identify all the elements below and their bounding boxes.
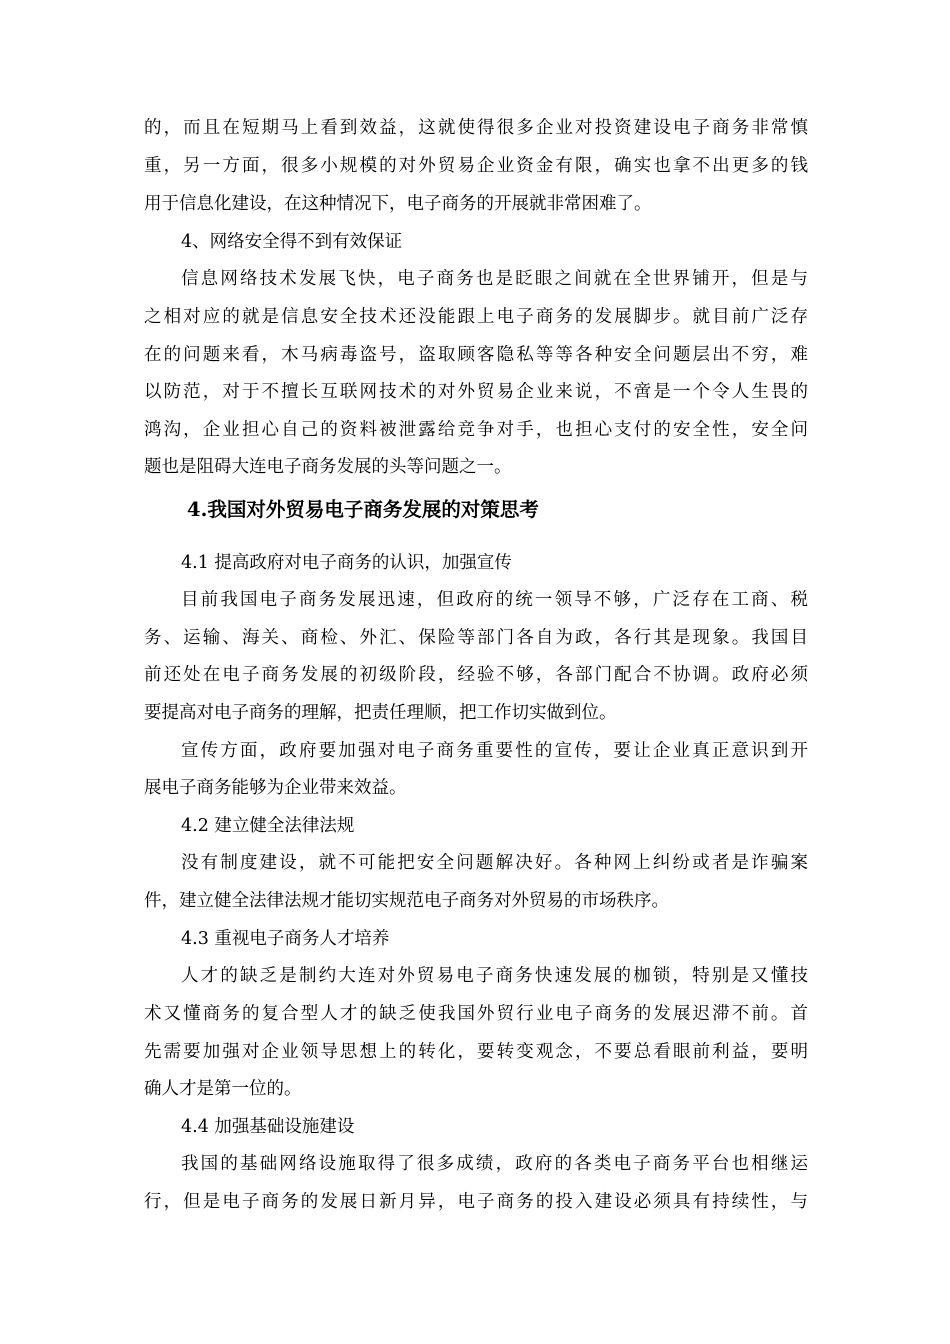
paragraph-line: 确人才是第一位的。	[144, 1079, 302, 1099]
paragraph-line: 先需要加强对企业领导思想上的转化，要转变观念，不要总看眼前利益，要明	[144, 1042, 808, 1062]
paragraph-line: 我国的基础网络设施取得了很多成绩，政府的各类电子商务平台也相继运	[181, 1154, 808, 1174]
subsection-heading: 4.3 重视电子商务人才培养	[181, 929, 390, 949]
paragraph-line: 术又懂商务的复合型人才的缺乏使我国外贸行业电子商务的发展迟滞不前。首	[144, 1004, 808, 1024]
paragraph-line: 以防范，对于不擅长互联网技术的对外贸易企业来说，不啻是一个令人生畏的	[144, 382, 808, 402]
paragraph-line: 用于信息化建设，在这种情况下，电子商务的开展就非常困难了。	[144, 194, 652, 214]
paragraph-line: 重，另一方面，很多小规模的对外贸易企业资金有限，确实也拿不出更多的钱	[144, 156, 808, 176]
section-heading: 4.我国对外贸易电子商务发展的对策思考	[187, 498, 539, 521]
paragraph-line: 没有制度建设，就不可能把安全问题解决好。各种网上纠纷或者是诈骗案	[181, 853, 808, 873]
paragraph-line: 人才的缺乏是制约大连对外贸易电子商务快速发展的枷锁，特别是又懂技	[181, 966, 808, 986]
paragraph-line: 题也是阻碍大连电子商务发展的头等问题之一。	[144, 457, 512, 477]
subsection-heading: 4.2 建立健全法律法规	[181, 816, 355, 836]
subsection-heading: 4.4 加强基础设施建设	[181, 1117, 355, 1137]
paragraph-line: 件，建立健全法律法规才能切实规范电子商务对外贸易的市场秩序。	[144, 891, 669, 911]
paragraph-line: 宣传方面，政府要加强对电子商务重要性的宣传，要让企业真正意识到开	[181, 741, 808, 761]
paragraph-line: 鸿沟，企业担心自己的资料被泄露给竞争对手，也担心支付的安全性，安全问	[144, 420, 808, 440]
paragraph-line: 展电子商务能够为企业带来效益。	[144, 778, 407, 798]
subsection-heading: 4.1 提高政府对电子商务的认识，加强宣传	[181, 553, 512, 573]
paragraph-line: 的，而且在短期马上看到效益，这就使得很多企业对投资建设电子商务非常慎	[144, 118, 808, 138]
subsection-heading: 4、网络安全得不到有效保证	[181, 232, 403, 252]
paragraph-line: 目前我国电子商务发展迅速，但政府的统一领导不够，广泛存在工商、税	[181, 590, 808, 610]
paragraph-line: 要提高对电子商务的理解，把责任理顺，把工作切实做到位。	[144, 703, 617, 723]
paragraph-line: 前还处在电子商务发展的初级阶段，经验不够，各部门配合不协调。政府必须	[144, 665, 808, 685]
paragraph-line: 信息网络技术发展飞快，电子商务也是眨眼之间就在全世界铺开，但是与	[181, 269, 808, 289]
paragraph-line: 之相对应的就是信息安全技术还没能跟上电子商务的发展脚步。就目前广泛存	[144, 307, 808, 327]
paragraph-line: 务、运输、海关、商检、外汇、保险等部门各自为政，各行其是现象。我国目	[144, 628, 808, 648]
paragraph-line: 行，但是电子商务的发展日新月异，电子商务的投入建设必须具有持续性，与	[144, 1192, 808, 1212]
paragraph-line: 在的问题来看，木马病毒盗号，盗取顾客隐私等等各种安全问题层出不穷，难	[144, 345, 808, 365]
